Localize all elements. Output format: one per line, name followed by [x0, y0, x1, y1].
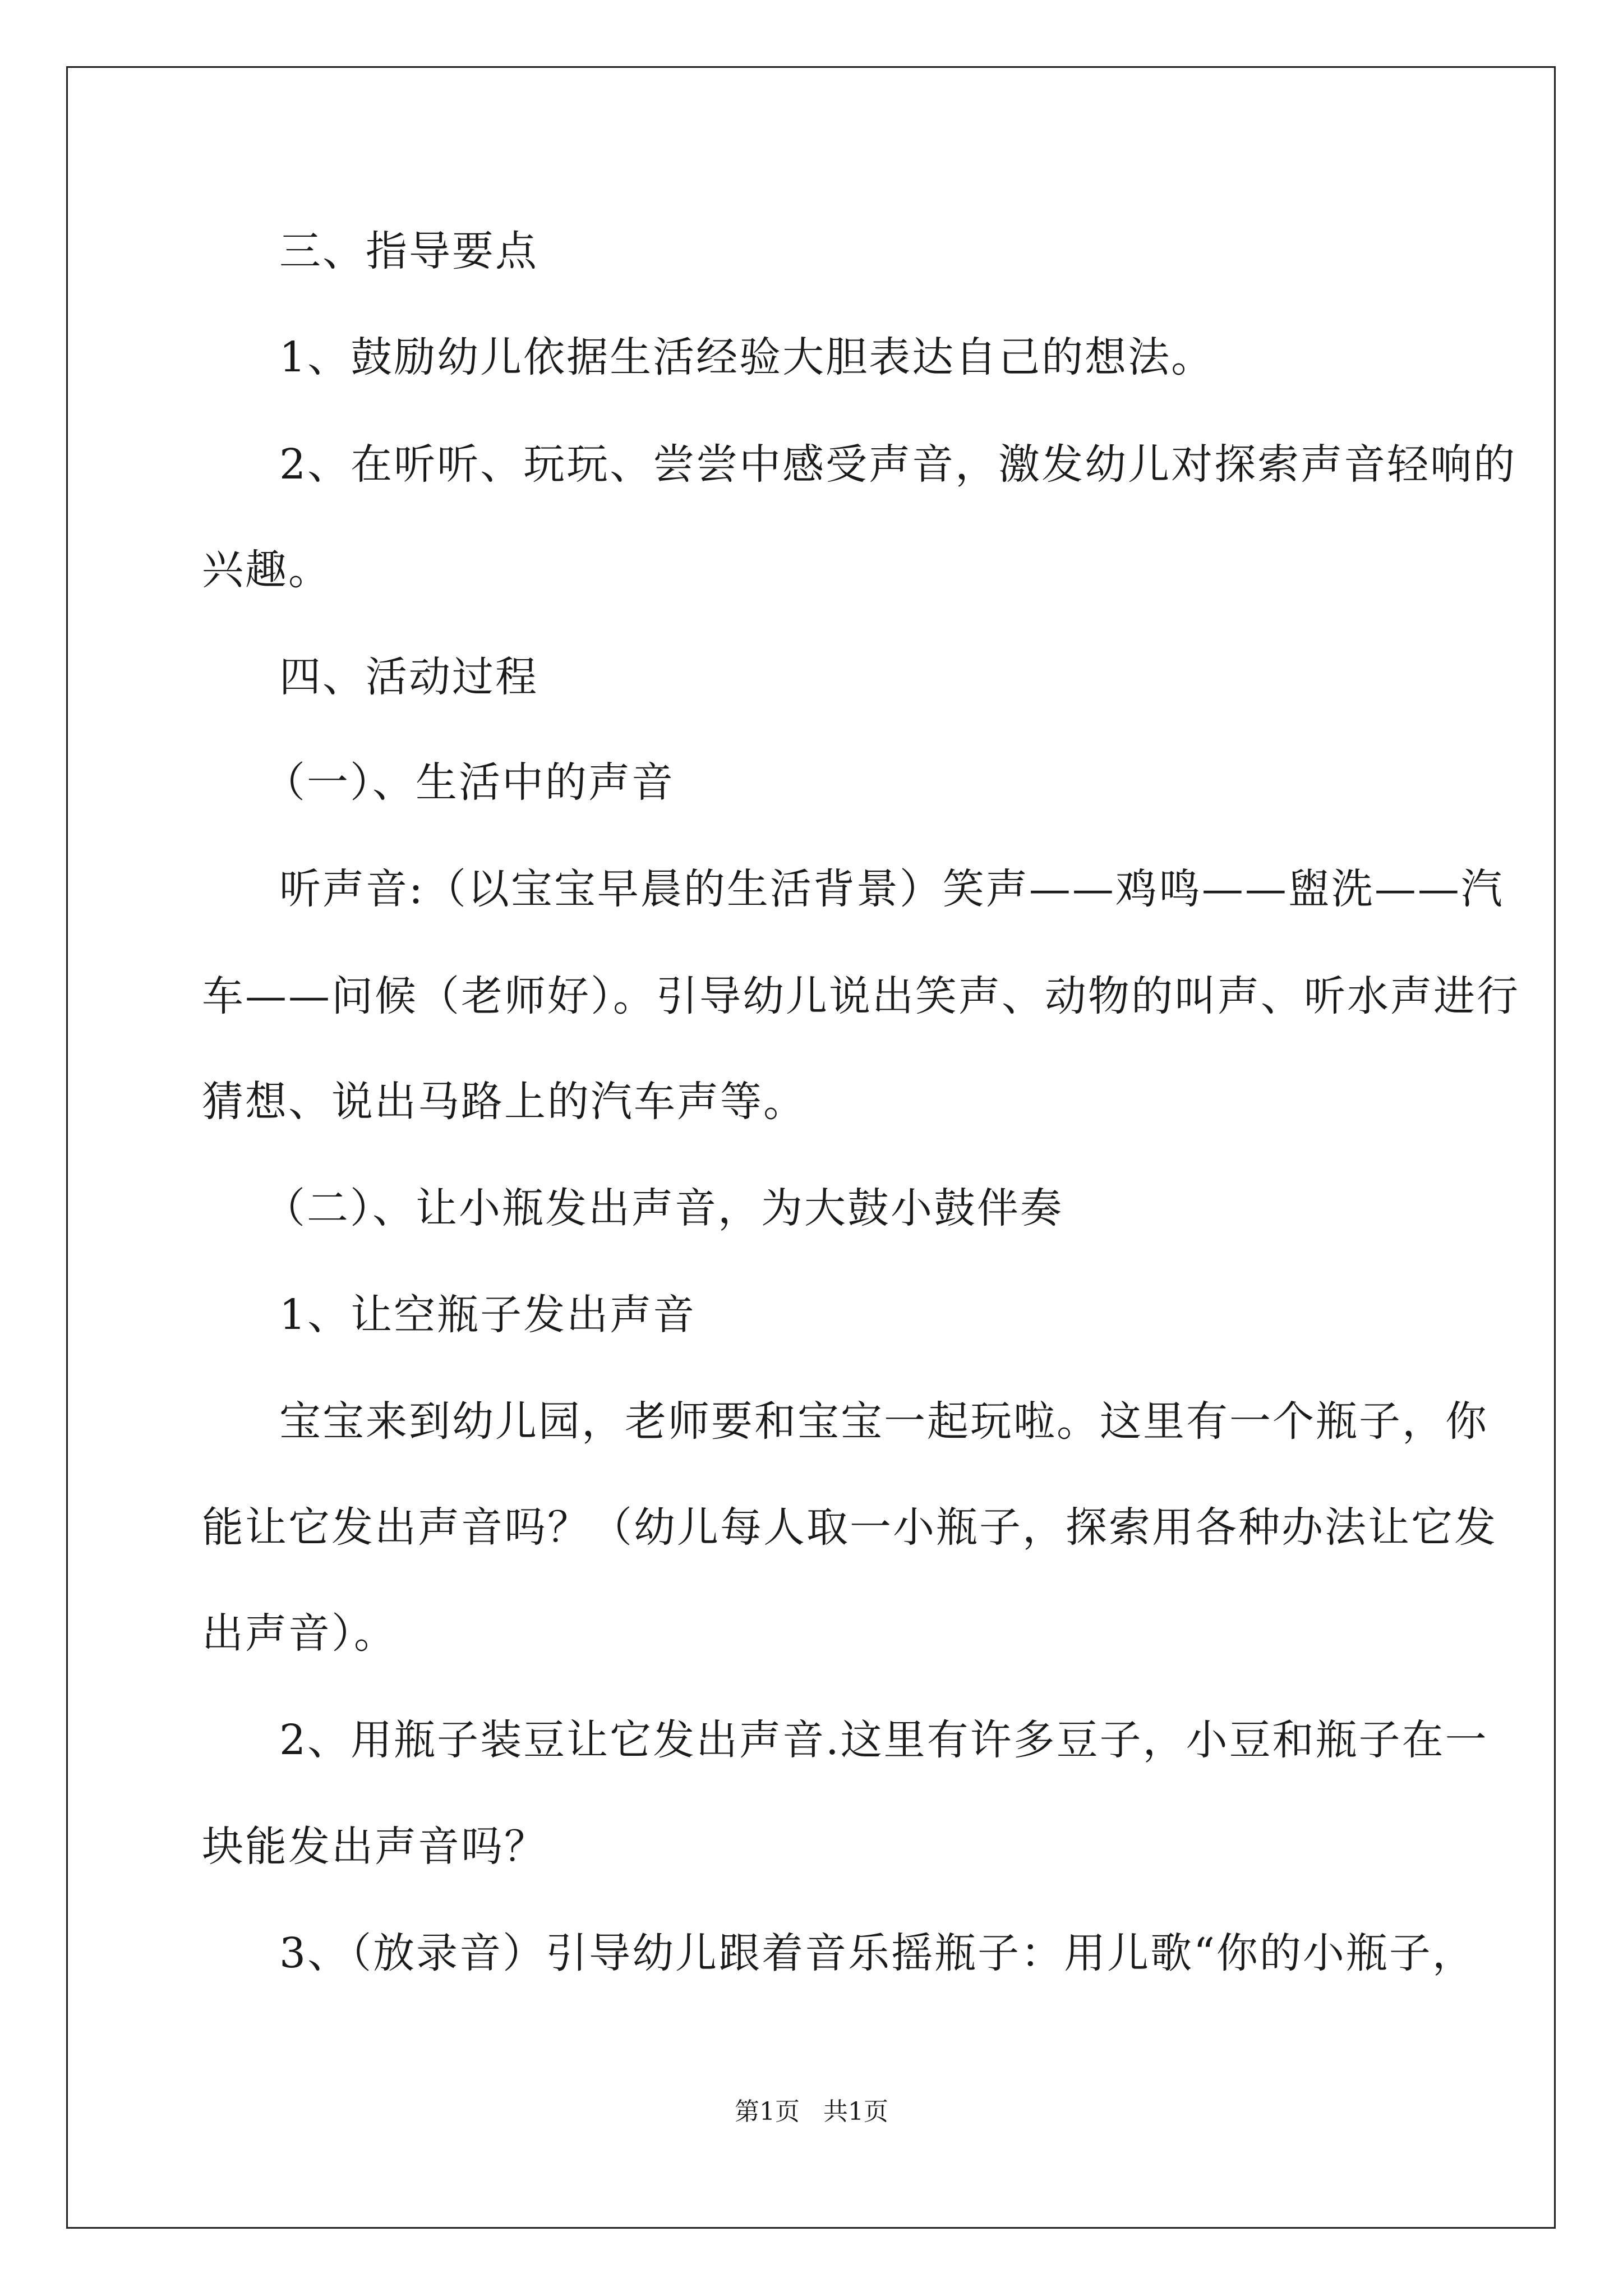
subheading-sounds-in-life: （一）、生活中的声音: [264, 758, 675, 807]
paragraph-line: 1、鼓励幼儿依据生活经验大胆表达自己的想法。: [279, 333, 1215, 381]
paragraph-line: 出声音）。: [202, 1609, 397, 1658]
paragraph-line: 2、用瓶子装豆让它发出声音.这里有许多豆子，小豆和瓶子在一: [279, 1716, 1488, 1764]
paragraph-line: 听声音:（以宝宝早晨的生活背景）笑声——鸡鸣——盥洗——汽: [279, 865, 1504, 913]
paragraph-line: 2、在听听、玩玩、尝尝中感受声音，激发幼儿对探索声音轻响的: [279, 440, 1517, 489]
paragraph-line: 猜想、说出马路上的汽车声等。: [202, 1078, 806, 1126]
heading-guidance-points: 三、指导要点: [279, 227, 538, 275]
heading-activity-process: 四、活动过程: [279, 653, 538, 701]
subheading-bottle-sounds: （二）、让小瓶发出声音，为大鼓小鼓伴奏: [264, 1184, 1063, 1232]
paragraph-line: 3、（放录音）引导幼儿跟着音乐摇瓶子：用儿歌“你的小瓶子，: [279, 1929, 1476, 1977]
paragraph-line: 1、让空瓶子发出声音: [279, 1291, 697, 1339]
paragraph-line: 能让它发出声音吗？（幼儿每人取一小瓶子，探索用各种办法让它发: [202, 1503, 1497, 1552]
paragraph-line: 车——问候（老师好）。引导幼儿说出笑声、动物的叫声、听水声进行: [202, 972, 1520, 1020]
paragraph-line: 兴趣。: [202, 546, 331, 594]
paragraph-line: 宝宝来到幼儿园，老师要和宝宝一起玩啦。这里有一个瓶子，你: [279, 1397, 1488, 1446]
paragraph-line: 块能发出声音吗？: [202, 1823, 547, 1871]
page-footer: 第1页 共1页: [735, 2097, 888, 2126]
page-border: [66, 66, 1556, 2229]
